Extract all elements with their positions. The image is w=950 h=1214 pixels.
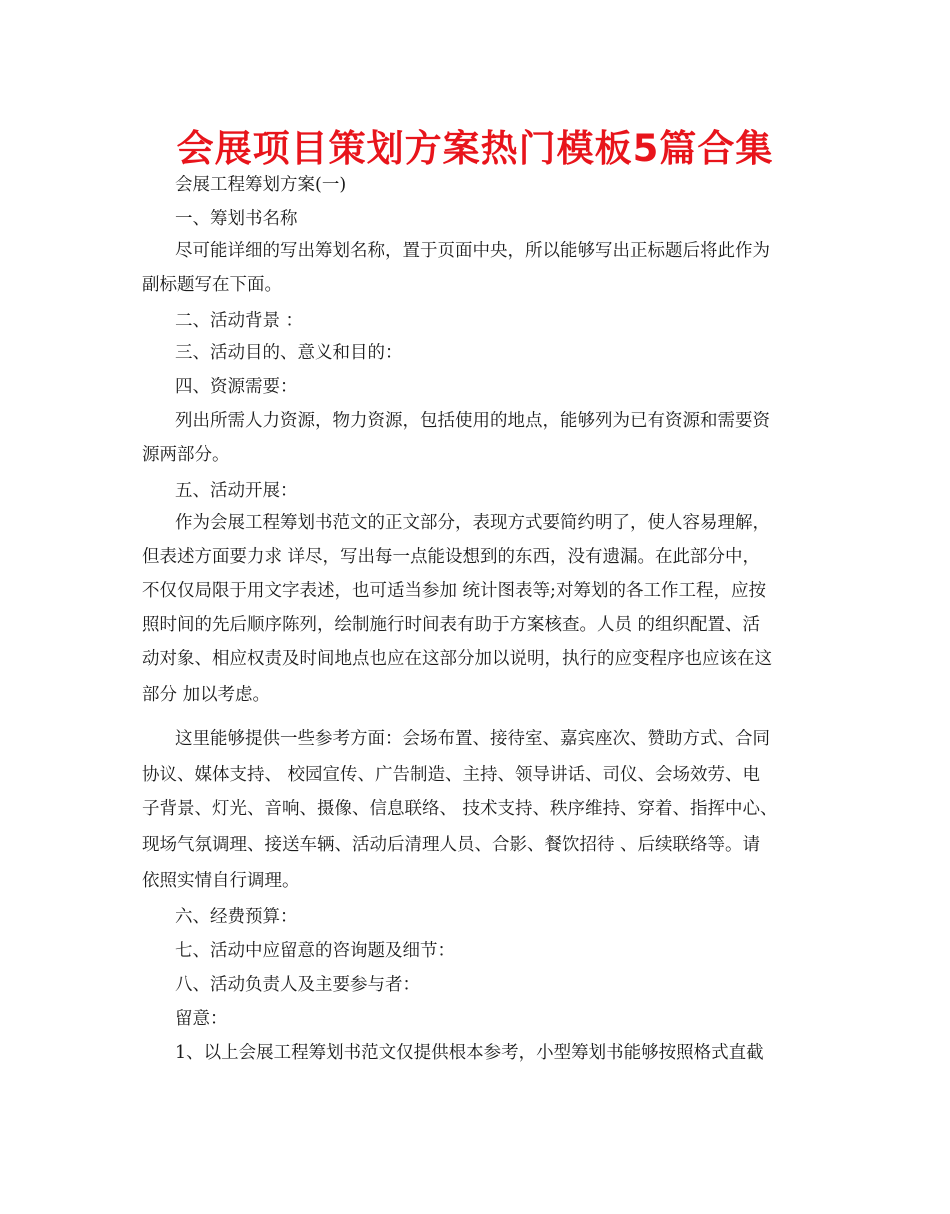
document-title: 会展项目策划方案热门模板5篇合集	[176, 127, 774, 170]
section-heading: 六、经费预算：	[175, 907, 298, 927]
section-heading: 四、资源需要：	[175, 377, 298, 397]
section-heading: 七、活动中应留意的咨询题及细节：	[175, 941, 455, 961]
paragraph-line: 副标题写在下面。	[142, 275, 282, 295]
section-heading: 一、筹划书名称	[175, 209, 298, 229]
section-heading: 五、活动开展：	[175, 481, 298, 501]
paragraph-line: 但表述方面要力求 详尽，写出每一点能设想到的东西，没有遗漏。在此部分中，	[142, 547, 761, 567]
paragraph-line: 作为会展工程筹划书范文的正文部分，表现方式要简约明了，使人容易理解，	[175, 513, 770, 533]
paragraph-line: 协议、媒体支持、 校园宣传、广告制造、主持、领导讲话、司仪、会场效劳、电	[142, 765, 761, 785]
section-heading: 留意：	[175, 1009, 228, 1029]
paragraph-line: 这里能够提供一些参考方面：会场布置、接待室、嘉宾座次、赞助方式、合同	[175, 729, 770, 749]
paragraph-line: 照时间的先后顺序陈列，绘制施行时间表有助于方案核查。人员 的组织配置、活	[142, 615, 761, 635]
section-heading: 会展工程筹划方案(一)	[175, 175, 347, 195]
paragraph-line: 部分 加以考虑。	[142, 685, 271, 705]
section-heading: 八、活动负责人及主要参与者：	[175, 975, 420, 995]
paragraph-line: 动对象、相应权责及时间地点也应在这部分加以说明，执行的应变程序也应该在这	[142, 649, 772, 669]
paragraph-line: 现场气氛调理、接送车辆、活动后清理人员、合影、餐饮招待 、后续联络等。请	[142, 835, 761, 855]
paragraph-line: 依照实情自行调理。	[142, 871, 300, 891]
section-heading: 三、活动目的、意义和目的：	[175, 343, 403, 363]
paragraph-line: 源两部分。	[142, 445, 230, 465]
paragraph-line: 子背景、灯光、音响、摄像、信息联络、 技术支持、秩序维持、穿着、指挥中心、	[142, 799, 778, 819]
paragraph-line: 1、以上会展工程筹划书范文仅提供根本参考，小型筹划书能够按照格式直截	[175, 1043, 764, 1063]
paragraph-line: 尽可能详细的写出筹划名称，置于页面中央，所以能够写出正标题后将此作为	[175, 241, 770, 261]
paragraph-line: 不仅仅局限于用文字表述，也可适当参加 统计图表等;对筹划的各工作工程，应按	[142, 581, 766, 601]
section-heading: 二、活动背景 ：	[175, 311, 304, 331]
paragraph-line: 列出所需人力资源，物力资源，包括使用的地点，能够列为已有资源和需要资	[175, 411, 770, 431]
